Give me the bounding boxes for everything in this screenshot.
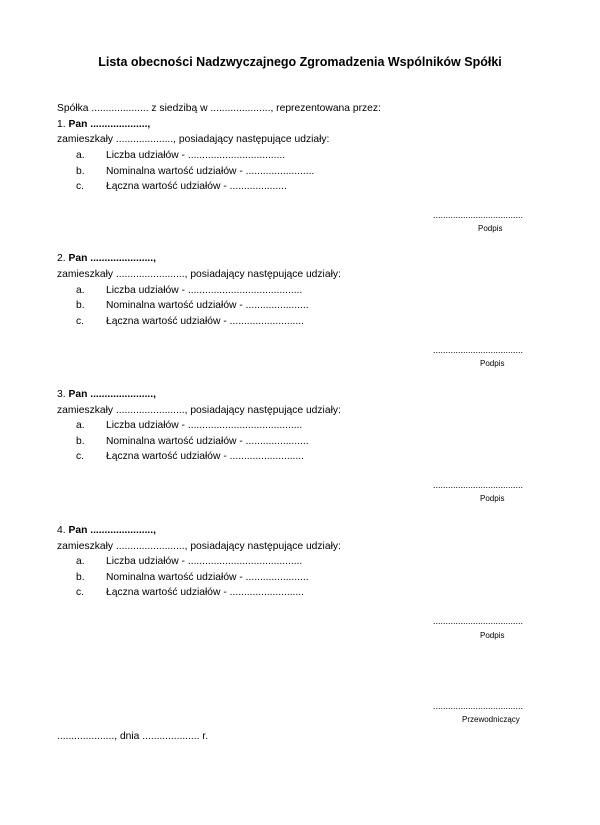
- signature-line-3: ....................................: [433, 480, 524, 490]
- signature-line-1: ....................................: [433, 210, 524, 220]
- signature-line-4: ....................................: [433, 616, 524, 626]
- signature-line-2: ....................................: [433, 345, 524, 355]
- document-title: Lista obecności Nadzwyczajnego Zgromadzenia Wspólników Spółki: [98, 55, 502, 69]
- item-text: Nominalna wartość udziałów - ......................: [106, 300, 309, 311]
- person-number: 4.: [57, 525, 66, 536]
- item-letter: c.: [76, 181, 85, 192]
- person-number: 3.: [57, 389, 66, 400]
- chairman-signature-line: ....................................: [433, 701, 524, 711]
- person-4-residence: zamieszkały ........................, posiadający następujące udziały:: [57, 541, 341, 552]
- person-3-residence: zamieszkały ........................, posiadający następujące udziały:: [57, 405, 341, 416]
- item-text: Liczba udziałów - ..................................: [106, 150, 286, 161]
- item-letter: b.: [76, 300, 85, 311]
- signature-label-3: Podpis: [480, 494, 505, 503]
- item-text: Liczba udziałów - ........................................: [106, 556, 303, 567]
- item-text: Nominalna wartość udziałów - ......................: [106, 436, 309, 447]
- signature-label-2: Podpis: [480, 359, 505, 368]
- item-letter: c.: [76, 587, 85, 598]
- chairman-label: Przewodniczący: [462, 715, 520, 724]
- item-letter: a.: [76, 285, 85, 296]
- item-letter: c.: [76, 316, 85, 327]
- place-date-line: ...................., dnia .................... r.: [57, 731, 209, 742]
- item-text: Łączna wartość udziałów - ..........................: [106, 451, 304, 462]
- person-number: 1.: [57, 119, 66, 130]
- person-pan: Pan ......................,: [68, 253, 157, 264]
- item-text: Nominalna wartość udziałów - ........................: [106, 166, 315, 177]
- item-text: Łączna wartość udziałów - ....................: [106, 181, 287, 192]
- signature-label-1: Podpis: [478, 224, 503, 233]
- intro-line: Spółka .................... z siedzibą w ....................., reprezentowana przez:: [57, 103, 381, 114]
- person-number: 2.: [57, 253, 66, 264]
- item-letter: c.: [76, 451, 85, 462]
- item-letter: a.: [76, 420, 85, 431]
- item-text: Łączna wartość udziałów - ..........................: [106, 316, 304, 327]
- person-1-name: [57, 119, 150, 130]
- item-letter: b.: [76, 436, 85, 447]
- item-letter: a.: [76, 556, 85, 567]
- person-4-name: [57, 525, 156, 536]
- person-pan: Pan ....................,: [68, 119, 151, 130]
- person-3-name: [57, 389, 156, 400]
- item-letter: a.: [76, 150, 85, 161]
- person-pan: Pan ......................,: [68, 389, 157, 400]
- person-1-residence: zamieszkały ...................., posiadający następujące udziały:: [57, 134, 330, 145]
- item-letter: b.: [76, 572, 85, 583]
- item-text: Liczba udziałów - ........................................: [106, 285, 303, 296]
- item-text: Liczba udziałów - ........................................: [106, 420, 303, 431]
- signature-label-4: Podpis: [480, 631, 505, 640]
- item-text: Łączna wartość udziałów - ..........................: [106, 587, 304, 598]
- item-text: Nominalna wartość udziałów - ......................: [106, 572, 309, 583]
- item-letter: b.: [76, 166, 85, 177]
- person-pan: Pan ......................,: [68, 525, 157, 536]
- person-2-name: [57, 253, 156, 264]
- person-2-residence: zamieszkały ........................, posiadający następujące udziały:: [57, 269, 341, 280]
